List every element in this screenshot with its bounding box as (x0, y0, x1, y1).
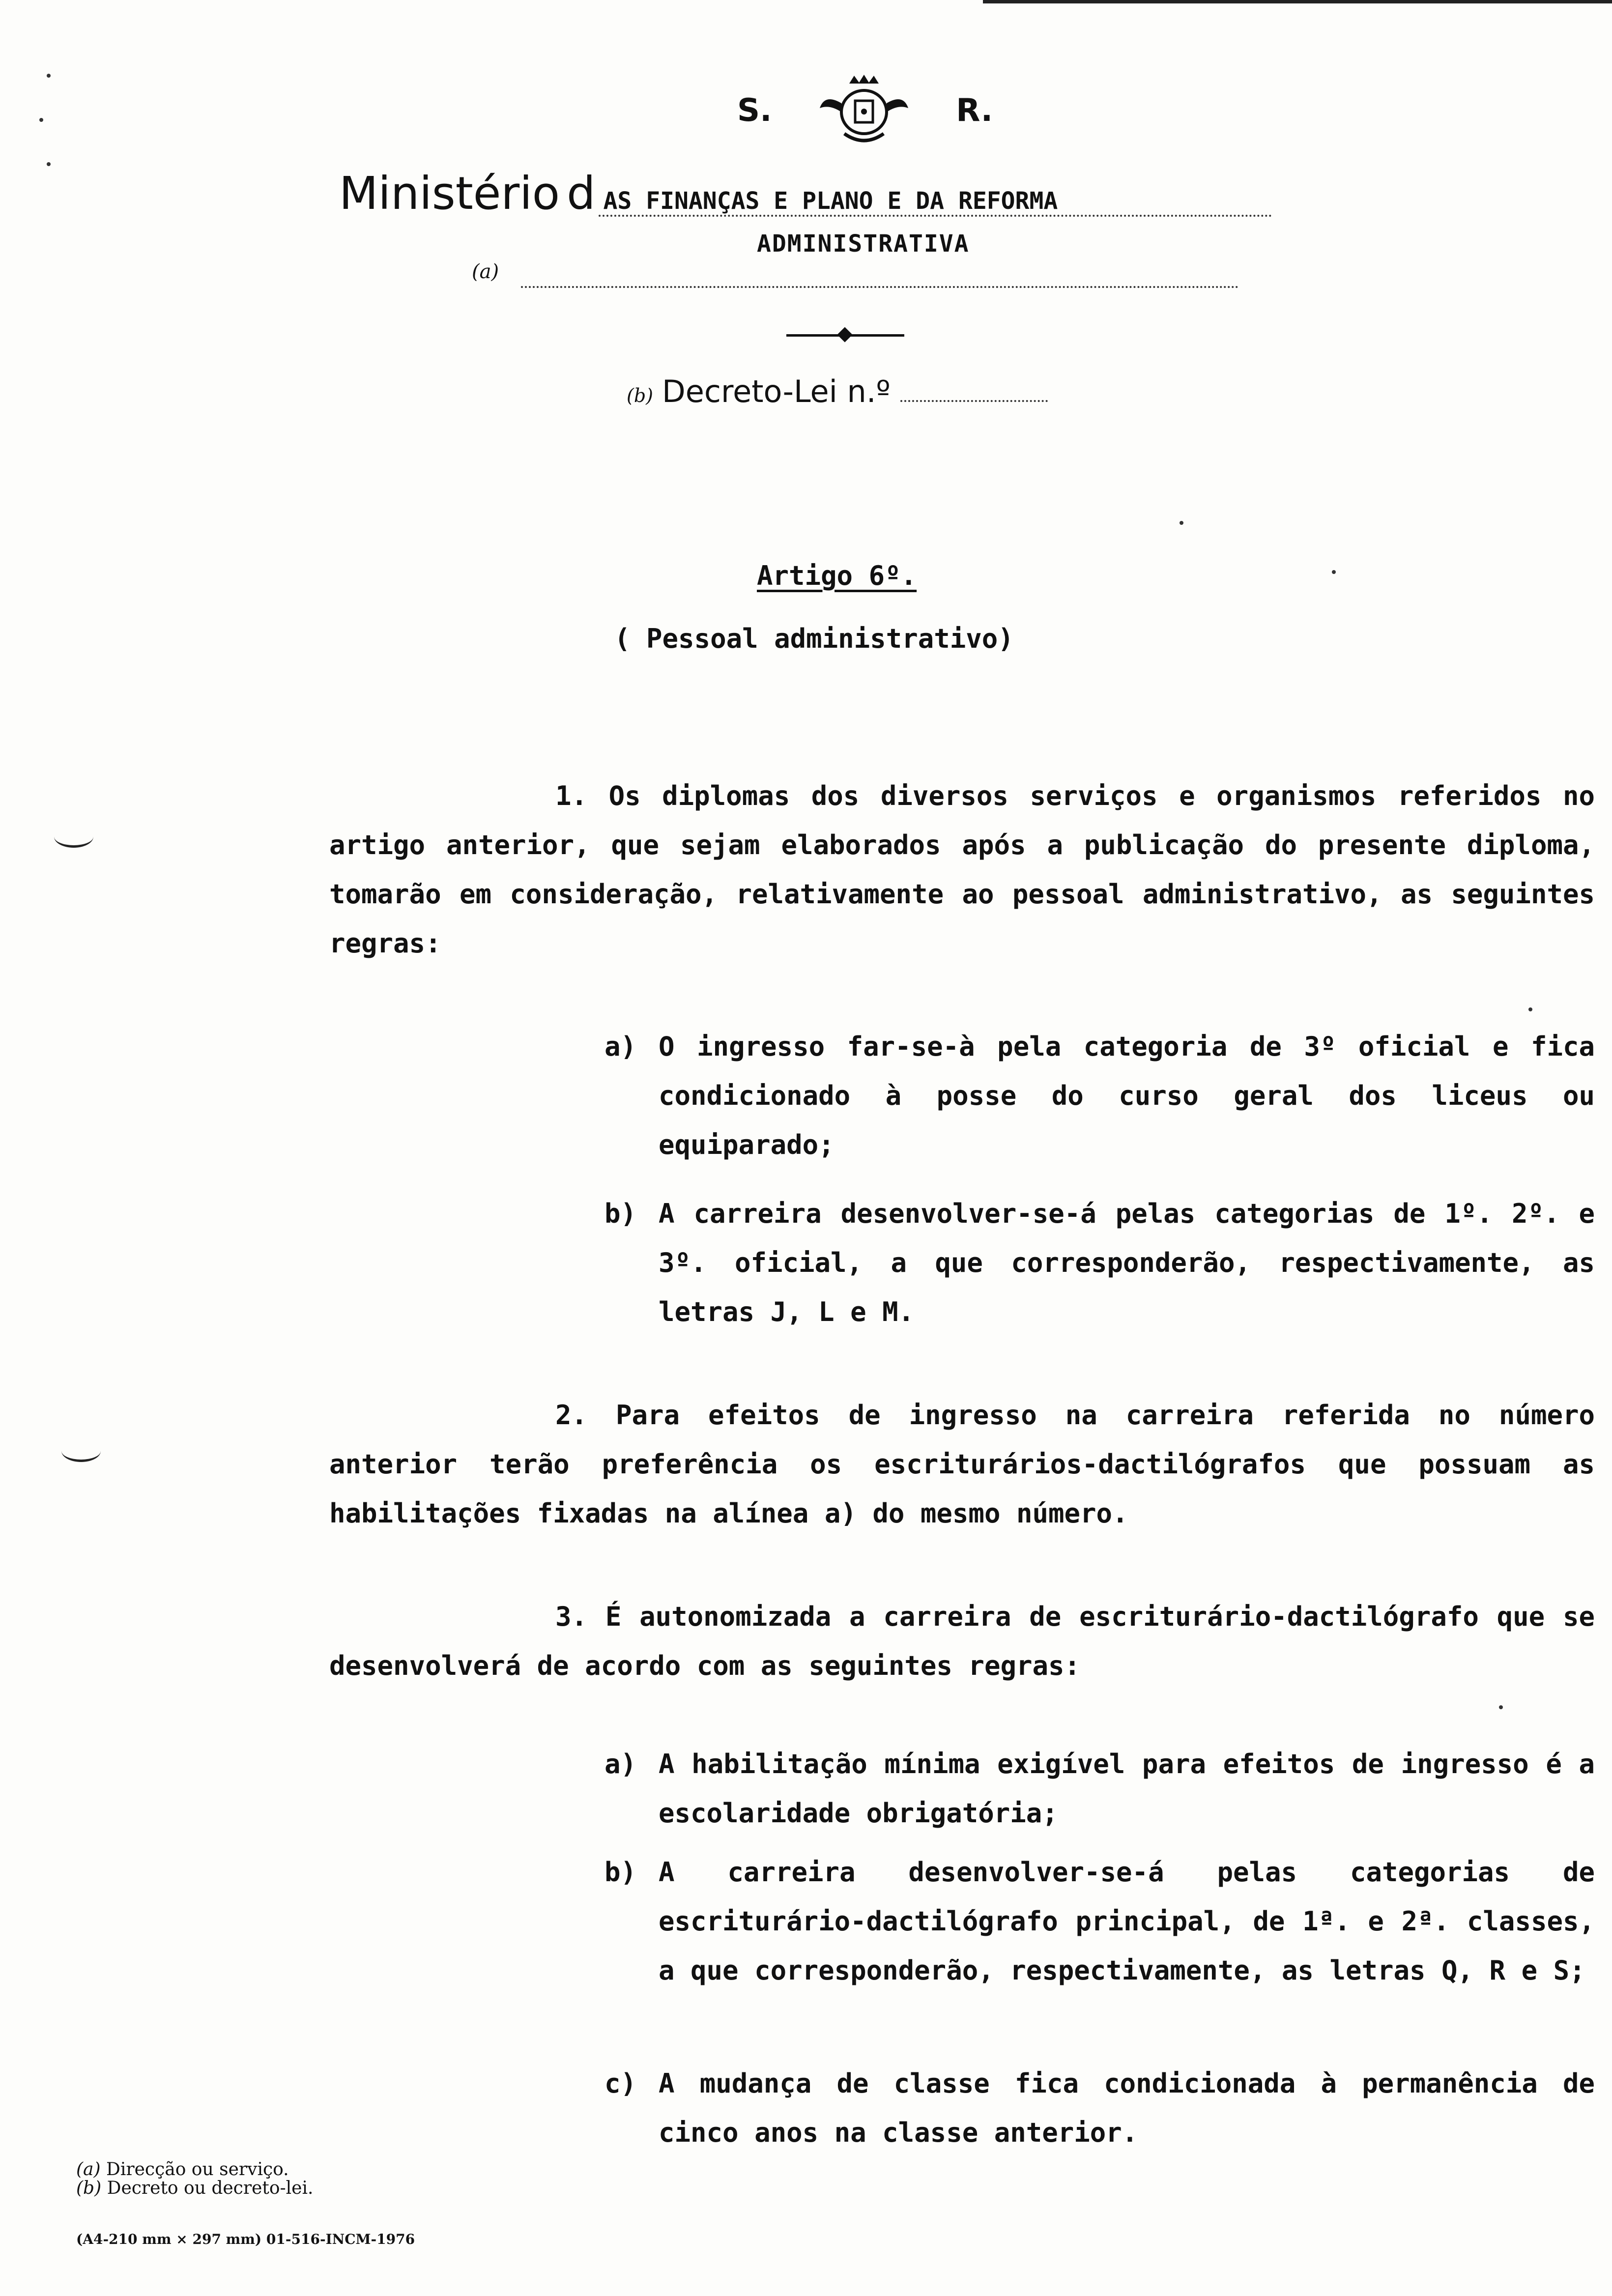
paragraph-1: 1. Os diplomas dos diversos serviços e organismos referidos no artigo anterior, que sejam elaborados após a publicação do presente diploma, tomarão em consideração, relativamente ao pessoal administrativo, as seguintes regras: (329, 780, 1595, 959)
decree-line (627, 373, 1048, 409)
footnote-a-label: (a) (76, 2159, 101, 2180)
article-title: Artigo 6º. (757, 560, 917, 591)
direction-blank-line (521, 286, 1238, 288)
decree-marker: (b) (627, 385, 653, 406)
ministry-fill: AS FINANÇAS E PLANO E DA REFORMA (599, 187, 1272, 217)
decree-label: Decreto-Lei n.º (662, 373, 891, 409)
footnote-a (76, 2160, 289, 2180)
item-label: a) (604, 1031, 637, 1062)
margin-punch-mark (61, 1440, 101, 1462)
footnote-b-label: (b) (76, 2178, 102, 2198)
item-text: A carreira desenvolver-se-á pelas categorias de escriturário-dactilógrafo principal, de 1ª. e 2ª. classes, a que corresponderão, respectivamente, as letras Q, R e S; (659, 1857, 1595, 1986)
footnote-b (76, 2179, 313, 2198)
direction-marker: (a) (472, 260, 499, 283)
margin-punch-mark (54, 826, 93, 848)
scan-speck (47, 162, 51, 166)
article-subtitle: ( Pessoal administrativo) (614, 623, 1014, 654)
ministry-de: d (567, 167, 596, 220)
item-label: b) (604, 1857, 637, 1888)
item-text: A mudança de classe fica condicionada à permanência de cinco anos na classe anterior. (659, 2068, 1595, 2148)
scan-speck (1499, 1705, 1503, 1709)
item-text: A carreira desenvolver-se-á pelas categorias de 1º. 2º. e 3º. oficial, a que corresponderão, respectivamente, as letras J, L e M. (659, 1198, 1595, 1327)
ministry-prefix: Ministério (339, 167, 560, 220)
paragraph-2: 2. Para efeitos de ingresso na carreira referida no número anterior terão preferência os escriturários-dactilógrafos que possuam as habilitações fixadas na alínea a) do mesmo número. (329, 1400, 1595, 1529)
scan-speck (1332, 570, 1336, 574)
item-text: O ingresso far-se-à pela categoria de 3º oficial e fica condicionado à posse do curso geral dos liceus ou equiparado; (659, 1031, 1595, 1160)
paragraph-3-item-a (604, 1740, 1595, 1838)
footnote-a-text: Direcção ou serviço. (106, 2159, 289, 2180)
scan-speck (39, 118, 43, 122)
print-code: (A4-210 mm × 297 mm) 01-516-INCM-1976 (76, 2231, 415, 2247)
divider-diamond-icon (837, 327, 852, 342)
item-label: b) (604, 1198, 637, 1229)
decree-number-blank (900, 400, 1048, 402)
header-letter-s: S. (737, 92, 772, 129)
footnote-b-text: Decreto ou decreto-lei. (107, 2178, 314, 2198)
header-sr (737, 74, 993, 147)
scan-speck (1180, 521, 1183, 525)
paragraph-3: 3. É autonomizada a carreira de escriturário-dactilógrafo que se desenvolverá de acordo com as seguintes regras: (329, 1601, 1595, 1681)
paragraph-1-item-a (604, 1022, 1595, 1170)
paragraph-3-item-b (604, 1848, 1595, 1995)
ministry-fill-continuation: ADMINISTRATIVA (757, 230, 970, 258)
item-label: c) (604, 2068, 637, 2099)
scan-speck (1528, 1007, 1532, 1011)
item-text: A habilitação mínima exigível para efeitos de ingresso é a escolaridade obrigatória; (659, 1749, 1595, 1829)
paragraph-3-item-c (604, 2059, 1595, 2157)
scan-speck (47, 74, 51, 78)
item-label: a) (604, 1749, 637, 1779)
ministry-line (339, 167, 1272, 220)
header-letter-r: R. (956, 92, 993, 129)
paragraph-1-item-b (604, 1189, 1595, 1337)
top-border-line (983, 0, 1612, 3)
coat-of-arms-icon (815, 74, 913, 147)
